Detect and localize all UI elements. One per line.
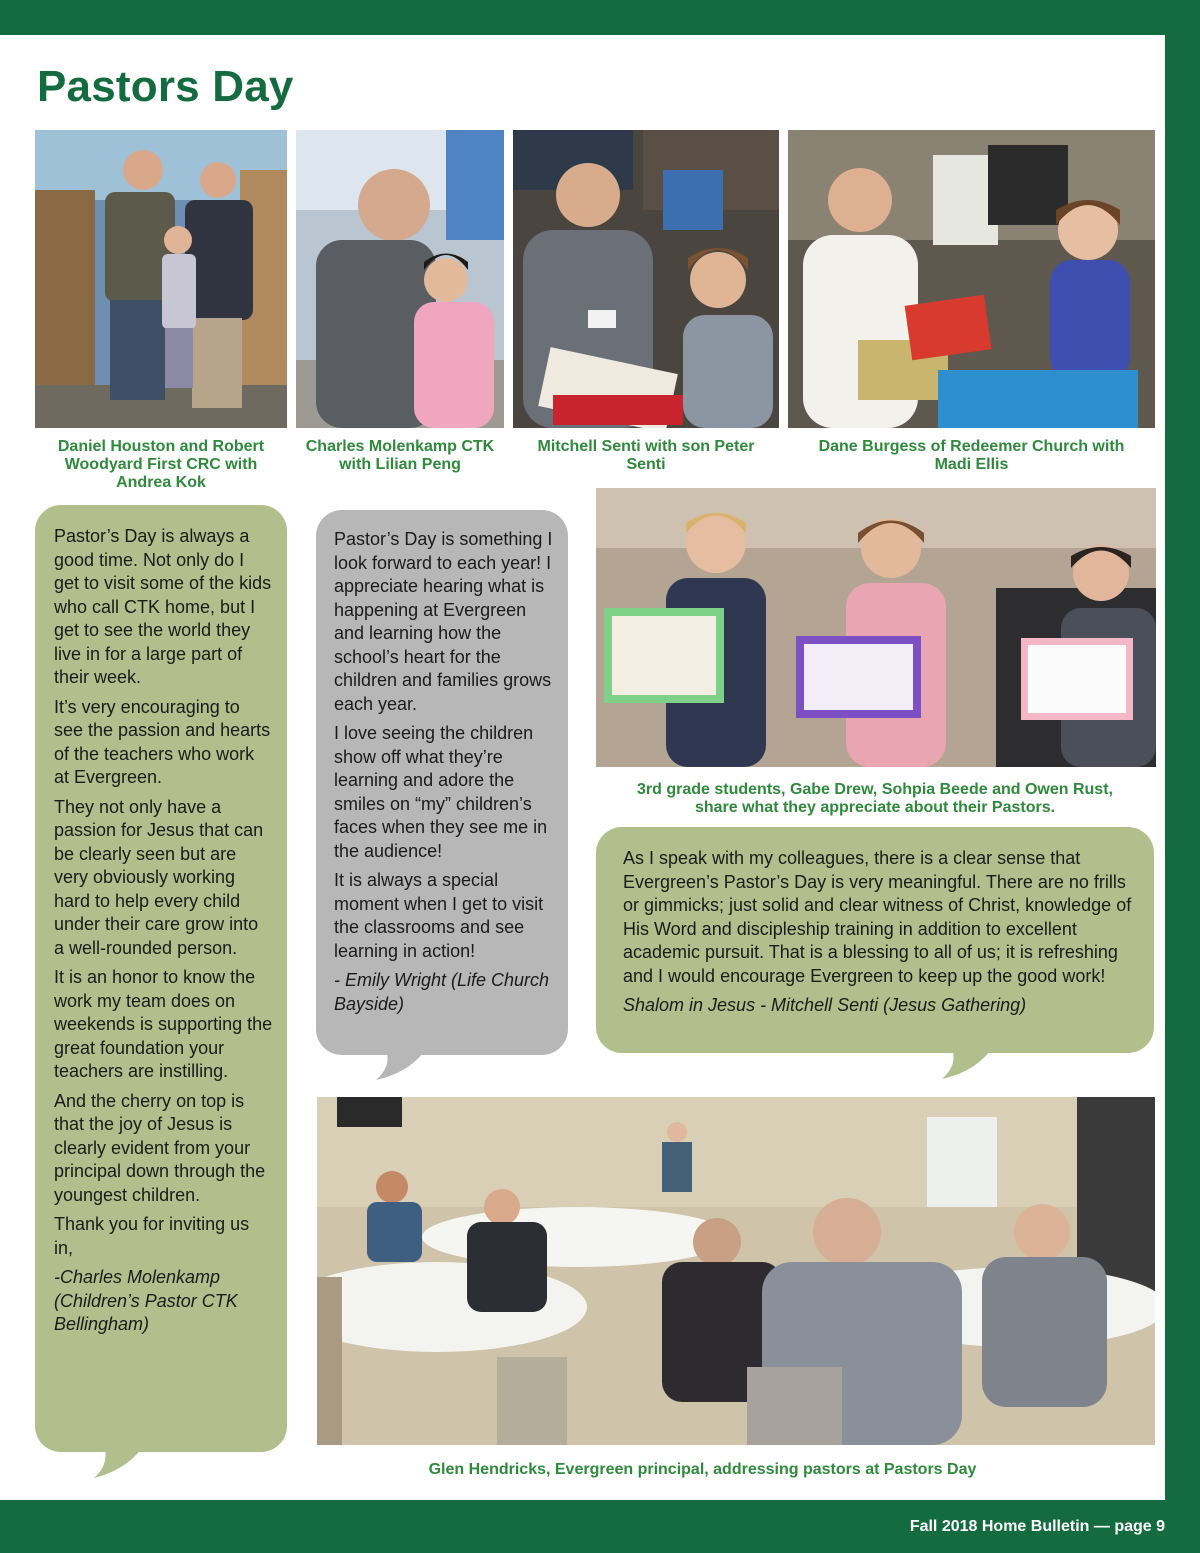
photo-burgess-ellis <box>788 130 1155 428</box>
quote-signature: Shalom in Jesus - Mitchell Senti (Jesus Gathering) <box>623 995 1027 1015</box>
page-footer: Fall 2018 Home Bulletin — page 9 <box>909 1518 1165 1535</box>
quote-bubble-tail <box>372 1046 432 1082</box>
photo-caption: 3rd grade students, Gabe Drew, Sohpia Beede and Owen Rust, share what they appreciate about their Pastors. <box>637 781 1113 816</box>
quote-bubble-tail <box>92 1440 152 1480</box>
photo-third-grade-students <box>596 488 1156 767</box>
quote-bubble-tail <box>938 1045 998 1081</box>
quote-signature: -Charles Molenkamp (Children’s Pastor CTK Bellingham) <box>54 1267 238 1334</box>
quote-paragraph: It is always a special moment when I get to visit the classrooms and see learning in action! <box>334 870 544 961</box>
quote-paragraph: As I speak with my colleagues, there is a clear sense that Evergreen’s Pastor’s Day is very meaningful. There are no frills or gimmicks; just solid and clear witness of Christ, knowledge of His Word and discipleship training in addition to excellent academic pursuit. That is a blessing to all of us; it is refreshing and I would encourage Evergreen to keep up the good work! <box>623 848 1132 986</box>
photo-caption: Daniel Houston and Robert Woodyard First CRC with Andrea Kok <box>57 438 265 491</box>
photo-houston-woodyard-kok <box>35 130 287 428</box>
photo-molenkamp-peng <box>296 130 504 428</box>
photo-caption: Charles Molenkamp CTK with Lilian Peng <box>305 438 495 473</box>
quote-bubble-senti <box>596 827 1154 1053</box>
quote-paragraph: It is an honor to know the work my team does on weekends is supporting the great foundation your teachers are instilling. <box>54 967 273 1081</box>
quote-bubble-wright <box>316 510 568 1055</box>
quote-paragraph: It’s very encouraging to see the passion and hearts of the teachers who work at Evergreen. <box>54 696 271 787</box>
quote-paragraph: Pastor’s Day is always a good time. Not only do I get to visit some of the kids who call CTK home, but I get to see the world they live in for a large part of their week. <box>54 526 272 687</box>
photo-caption: Dane Burgess of Redeemer Church with Madi Ellis <box>818 438 1125 473</box>
quote-paragraph: Pastor’s Day is something I look forward to each year! I appreciate hearing what is happening at Evergreen and learning how the school’s heart for the children and families grows each year. <box>334 529 553 714</box>
photo-caption: Mitchell Senti with son Peter Senti <box>537 438 755 473</box>
photo-mitchell-peter-senti <box>513 130 779 428</box>
page-title: Pastors Day <box>37 62 294 111</box>
quote-paragraph: They not only have a passion for Jesus that can be clearly seen but are very obviously working hard to help every child under their care grow into a well-rounded person. <box>54 796 264 958</box>
photo-principal-addressing-pastors <box>317 1097 1155 1445</box>
quote-paragraph: I love seeing the children show off what they’re learning and adore the smiles on “my” children’s faces when they see me in the audience! <box>334 723 548 861</box>
quote-paragraph: And the cherry on top is that the joy of Jesus is clearly evident from your principal down through the youngest children. <box>54 1090 266 1205</box>
quote-bubble-molenkamp <box>35 505 287 1452</box>
photo-caption: Glen Hendricks, Evergreen principal, addressing pastors at Pastors Day <box>428 1461 977 1478</box>
quote-paragraph: Thank you for inviting us in, <box>54 1214 250 1258</box>
quote-signature: - Emily Wright (Life Church Bayside) <box>334 970 550 1014</box>
